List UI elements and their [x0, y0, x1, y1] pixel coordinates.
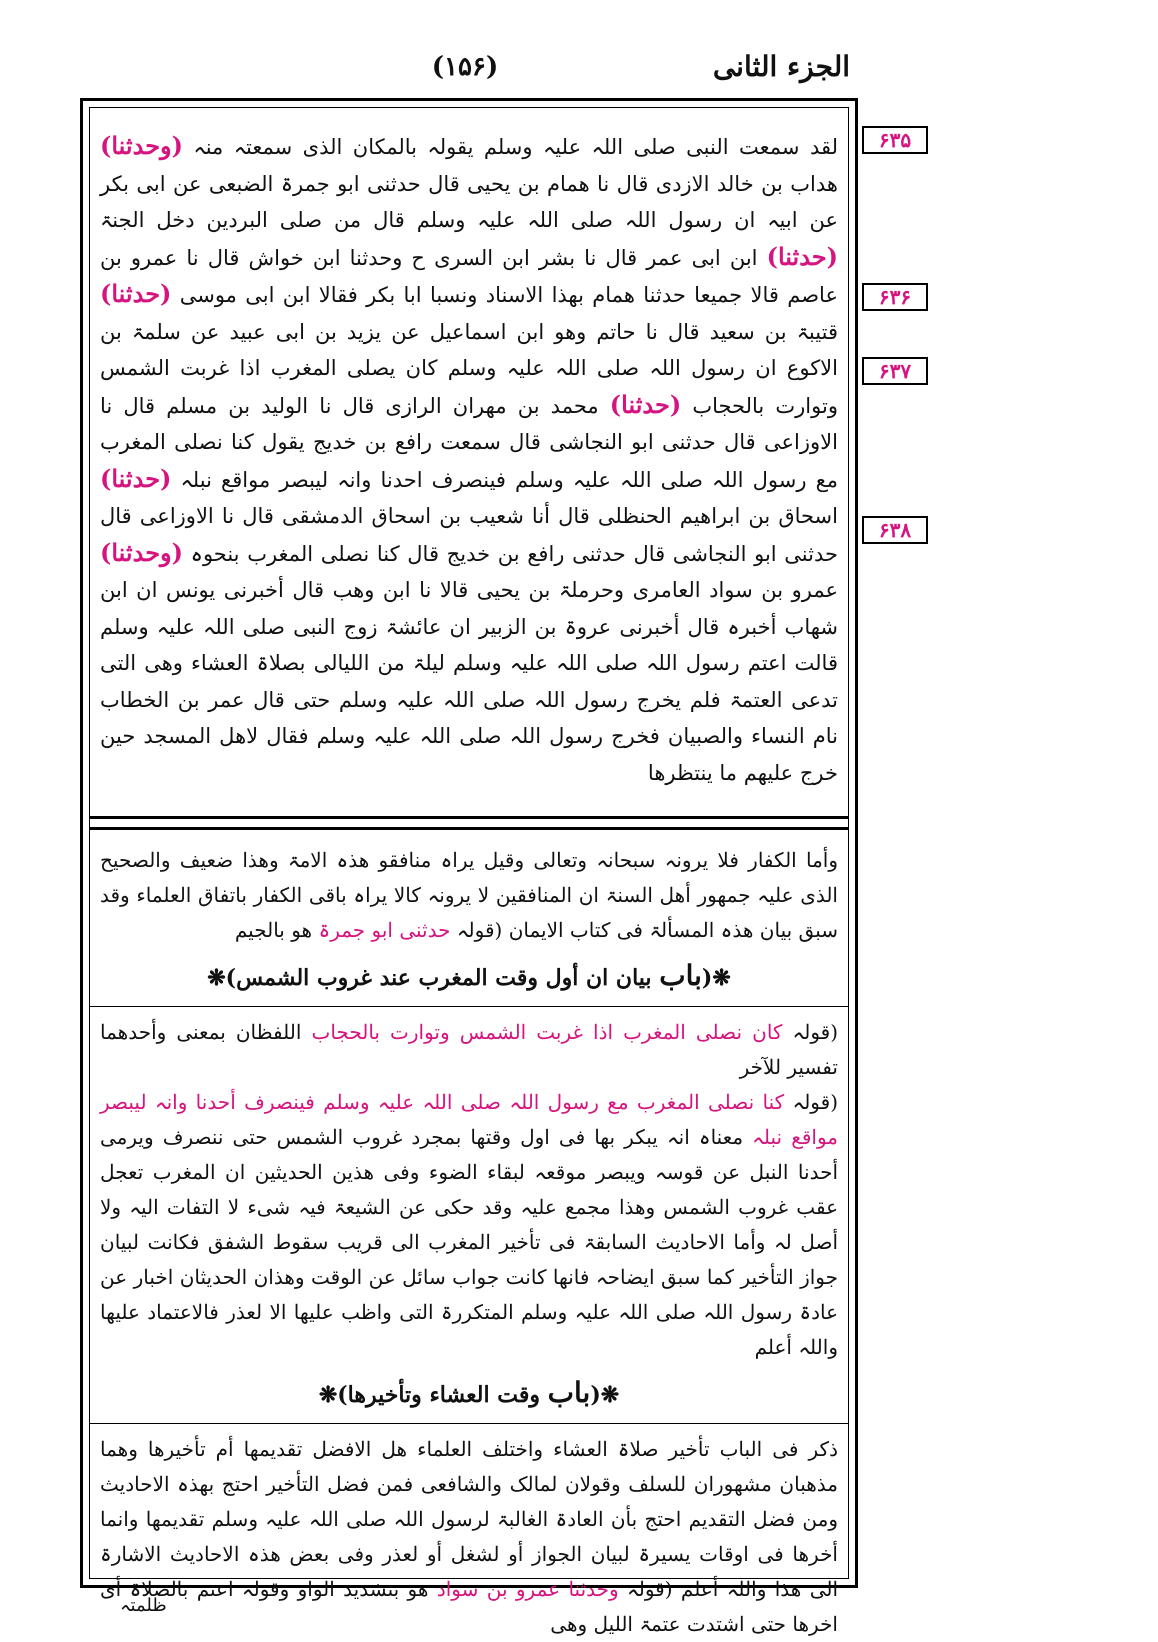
page-header	[80, 50, 850, 90]
keyword-haddathana: (حدثنا)	[766, 241, 838, 271]
keyword-haddathana: (وحدثنا)	[100, 131, 183, 160]
commentary-sentence: ھو بالجیم	[234, 918, 313, 942]
hadith-number-box: ۶۳۵	[862, 126, 928, 154]
chapter-heading: ❋(باب بیان ان أول وقت المغرب عند غروب الشمس)❋	[207, 959, 731, 992]
quote-open: (قولہ	[627, 1577, 673, 1601]
commentary-sentence: اللفظان بمعنی وأحدھما تفسیر للآخر	[100, 1020, 838, 1079]
quote-open: (قولہ	[792, 1090, 838, 1114]
commentary-paragraph	[100, 1015, 838, 1085]
commentary-paragraph	[100, 843, 838, 948]
commentary-sentence: معناہ انہ یبکر بھا فی اول وقتھا بمجرد غروب الشمس حتی ننصرف ویرمی أحدنا النبل عن قوسہ ویبصر موقعہ لبقاء الضوء وفی ھذین الحدیثین ان المغرب تعجل عقب غروب الشمس وھذا مجمع علیہ وقد حکی عن الشیعۃ فیہ شیء لا التفات الیہ ولا أصل لہ وأما الاحادیث السابقۃ فی تأخیر المغرب الی قریب سقوط الشفق فکانت لبیان جواز التأخیر کما سبق ایضاحہ فانھا کانت جواب سائل عن الوقت وھذان الحدیثان اخبار عن عادۃ رسول اللہ صلی اللہ علیہ وسلم المتکررۃ التی واظب علیھا الا لعذر فالاعتماد علیھا واللہ أعلم	[100, 1125, 838, 1359]
quote-open: (قولہ	[792, 1020, 839, 1044]
hadith-number-box: ۶۳۸	[862, 516, 928, 544]
part-title: الجزء الثانی	[712, 50, 850, 83]
commentary-paragraph	[100, 1432, 838, 1642]
keyword-haddathana: (حدثنا)	[100, 279, 172, 308]
hadith-segment: اسحاق بن ابراھیم الحنظلی قال أنا شعیب بن اسحاق الدمشقی قال نا الاوزاعی قال حدثنی ابو النجاشی قال حدثنی رافع بن خدیج قال کنا نصلی المغرب بنحوہ	[100, 504, 838, 566]
commentary-sentence: وأما الکفار فلا یرونہ سبحانہ وتعالی وقیل یراہ منافقو ھذہ الامۃ وھذا ضعیف والصحیح الذی علیہ جمھور أھل السنۃ ان المنافقین لا یرونہ کالا یراہ باقی الکفار باتفاق العلماء وقد سبق بیان ھذہ المسألۃ فی کتاب الایمان	[100, 848, 838, 942]
quoted-phrase: کنا نصلی المغرب مع رسول اللہ صلی اللہ علیہ وسلم فینصرف أحدنا وانہ لیبصر مواقع نبلہ	[100, 1090, 839, 1149]
chapter-heading: ❋(باب وقت العشاء وتأخیرھا)❋	[318, 1376, 620, 1409]
hadith-segment: ھداب بن خالد الازدی قال نا ھمام بن یحیی قال حدثنی ابو جمرۃ الضبعی عن ابی بکر عن ابیہ ان رسول اللہ صلی اللہ علیہ وسلم قال من صلی البردین دخل الجنۃ	[100, 171, 838, 232]
quoted-phrase: کان نصلی المغرب اذا غربت الشمس وتوارت بالحجاب	[311, 1020, 783, 1044]
hadith-text	[100, 128, 838, 798]
commentary-sentence: ذکر فی الباب تأخیر صلاۃ العشاء واختلف العلماء ھل الافضل تقدیمھا أم تأخیرھا وھما مذھبان مشھوران للسلف وقولان لمالک والشافعی فمن فضل التأخیر احتج بھذہ الاحادیث ومن فضل التقدیم احتج بأن العادۃ الغالبۃ لرسول اللہ صلی اللہ علیہ وسلم تقدیمھا وانما أخرھا فی اوقات یسیرۃ لبیان الجواز أو لشغل أو لعذر وفی بعض ھذہ الاحادیث الاشارۃ الی ھذا واللہ أعلم	[100, 1437, 839, 1601]
chapter-word: باب	[659, 959, 702, 992]
commentary-sentence: ھو بتشدید الواو وقولہ اعتم بالصلاۃ أی اخرھا حتی اشتدت عتمۃ اللیل وھی	[100, 1577, 838, 1636]
chapter-rule	[90, 1006, 848, 1007]
hadith-segment: قتیبۃ بن سعید قال نا حاتم وھو ابن اسماعیل عن یزید بن ابی عبید عن سلمۃ بن الاکوع ان رسول اللہ صلی اللہ علیہ وسلم کان یصلی المغرب اذا غربت الشمس وتوارت بالحجاب	[100, 319, 838, 418]
hadith-segment: لقد سمعت النبی صلی اللہ علیہ وسلم یقولہ بالمکان الذی سمعتہ منہ	[193, 135, 838, 159]
chapter-rule	[90, 1423, 848, 1424]
hadith-segment: ابن ابی عمر قال نا بشر ابن السری ح وحدثنا ابن خواش قال نا عمرو بن عاصم قالا جمیعا حدثنا ھمام بھذا الاسناد ونسبا ابا بکر فقالا ابن ابی موسی	[100, 245, 838, 307]
hadith-segment: محمد بن مھران الرازی قال نا الولید بن مسلم قال نا الاوزاعی قال حدثنی ابو النجاشی قال سمعت رافع بن خدیج یقول کنا نصلی المغرب مع رسول اللہ صلی اللہ علیہ وسلم فینصرف احدنا وانہ لیبصر مواقع نبلہ	[100, 393, 838, 492]
chapter-title: بیان ان أول وقت المغرب عند غروب الشمس	[236, 965, 652, 991]
keyword-haddathana: (وحدثنا)	[100, 537, 183, 567]
quote-open: (قولہ	[456, 918, 503, 942]
chapter-title: وقت العشاء وتأخیرھا	[347, 1382, 540, 1408]
quoted-phrase: حدثنی ابو جمرۃ	[318, 918, 451, 942]
hadith-number-box: ۶۳۷	[862, 357, 928, 385]
page-number: (۱۵۶)	[431, 52, 499, 82]
footer-signature: ظلمتہ	[120, 1595, 167, 1616]
section-separator	[90, 816, 848, 830]
keyword-haddathana: (حدثنا)	[609, 389, 682, 419]
quoted-phrase: وحدثنا عمرو بن سواد	[436, 1577, 619, 1601]
chapter-word: باب	[547, 1376, 591, 1409]
hadith-segment: عمرو بن سواد العامری وحرملۃ بن یحیی قالا نا ابن وھب قال أخبرنی یونس ان ابن شھاب أخبرہ قال أخبرنی عروۃ بن الزبیر ان عائشۃ زوج النبی صلی اللہ علیہ وسلم قالت اعتم رسول اللہ صلی اللہ علیہ وسلم لیلۃ من اللیالی بصلاۃ العشاء وھی التی تدعی العتمۃ فلم یخرج رسول اللہ صلی اللہ علیہ وسلم حتی قال عمر بن الخطاب نام النساء والصبیان فخرج رسول اللہ صلی اللہ علیہ وسلم فقال لاھل المسجد حین خرج علیھم ما ینتظرھا	[100, 578, 838, 785]
hadith-number-box: ۶۳۶	[862, 283, 928, 311]
commentary-paragraph	[100, 1085, 838, 1365]
keyword-haddathana: (حدثنا)	[100, 463, 172, 493]
